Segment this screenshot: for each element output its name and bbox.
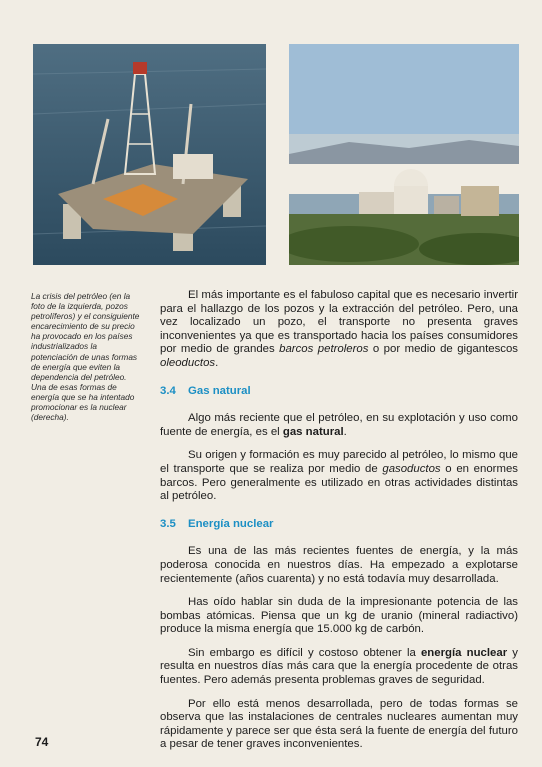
- intro-paragraph: El más importante es el fabuloso capital que es necesario invertir para el hallazgo de los pozos y la extracción del petróleo. Pero, una vez localizado un pozo, el transporte no presenta graves inconvenientes ya que es transportado hacia los países consumidores por medio de grandes barcos petroleros o por medio de gigantescos oleoductos.: [160, 289, 518, 369]
- main-text: [160, 289, 518, 762]
- nuclear-paragraph-2: Has oído hablar sin duda de la impresionante potencia de las bombas atómicas. Piensa que un kg de uranio (mineral radiactivo) produce la misma energía que 15.000 kg de carbón.: [160, 596, 518, 636]
- oil-platform-photo: [33, 44, 266, 265]
- nuclear-paragraph-4: Por ello está menos desarrollada, pero de todas formas se observa que las instalaciones de centrales nucleares aumentan muy rápidamente y parece ser que ésta será la fuente de energía del futuro a pesar de tener graves inconvenientes.: [160, 697, 518, 751]
- nuclear-plant-photo: [289, 44, 519, 265]
- photo-caption: La crisis del petróleo (en la foto de la izquierda, pozos petrolíferos) y el consiguiente encarecimiento de su precio ha provocado en los países industrializados la potenciación de unas formas de energía que eviten la dependencia del petróleo. Una de esas formas de energía que se ha intentado promocionar es la nuclear (derecha).: [31, 291, 140, 423]
- page-number: 74: [35, 735, 49, 749]
- nuclear-paragraph-3: Sin embargo es difícil y costoso obtener la energía nuclear y resulta en nuestros días más cara que la energía procedente de otras fuentes. Pero además presenta problemas graves de seguridad.: [160, 646, 518, 687]
- gas-paragraph-1: Algo más reciente que el petróleo, en su explotación y uso como fuente de energía, es el gas natural.: [160, 412, 518, 438]
- nuclear-paragraph-1: Es una de las más recientes fuentes de energía, y la más poderosa conocida en nuestros días. Ha empezado a explotarse recientemente (años cuarenta) y no está todavía muy desarrollada.: [160, 545, 518, 585]
- section-heading-nuclear: 3.5 Energía nuclear: [160, 517, 274, 530]
- section-heading-gas: 3.4 Gas natural: [160, 384, 251, 397]
- gas-paragraph-2: Su origen y formación es muy parecido al petróleo, lo mismo que el transporte que se realiza por medio de gasoductos o en enormes barcos. Pero generalmente es utilizado en otras actividades distintas al petróleo.: [160, 449, 518, 503]
